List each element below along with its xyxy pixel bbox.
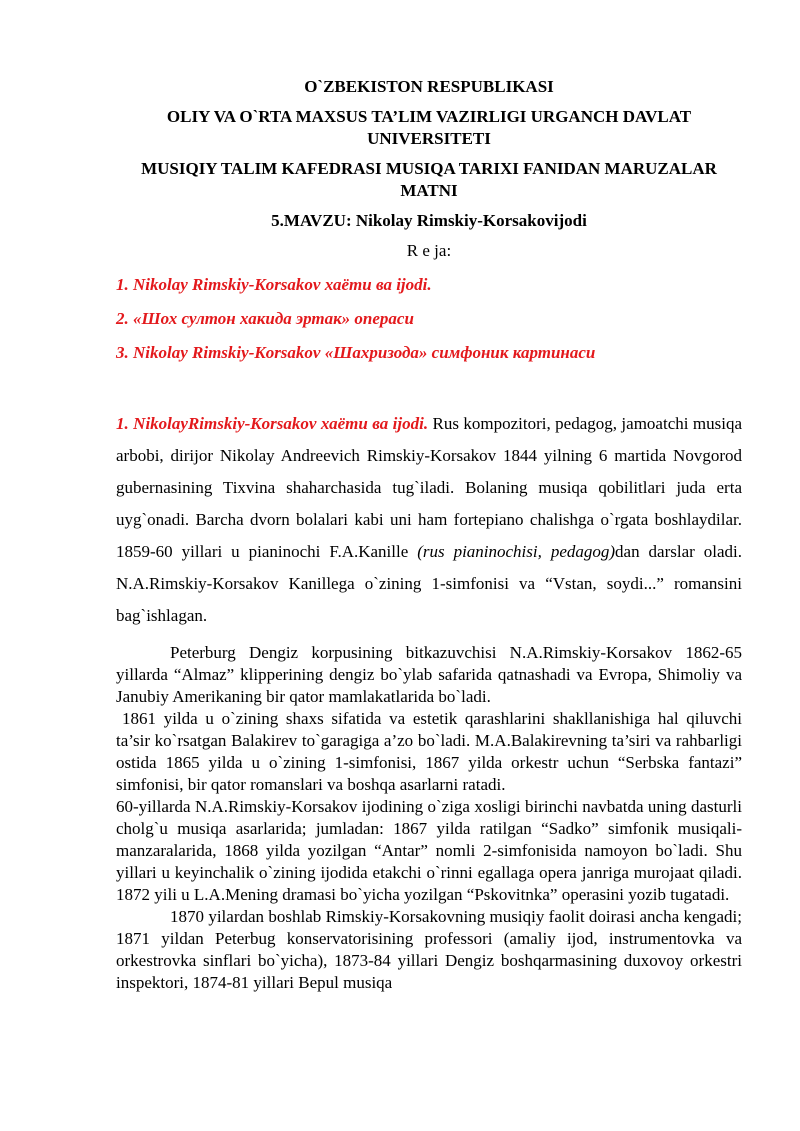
paragraph-sixties: 60-yillarda N.A.Rimskiy-Korsakov ijodining o`ziga xosligi birinchi navbatda uning dasturli cholg`u musiqa asarlarida; jumladan: 1867 yilda ratilgan “Sadko” simfonik musiqali-manzaralarida, 1868 yilda yozilgan “Antar” nomli 2-simfonisida namoyon bo`ladi. Shu yillari u keyinchalik o`zining ijodida etakchi o`rinni egallaga opera janriga murojaat qiladi. 1872 yili u L.A.Mening dramasi bo`yicha yozilgan “Pskovitnka” operasini yozib tugatadi. (116, 797, 742, 904)
plan-item-1: 1. Nikolay Rimskiy-Korsakov хаёти ва ijodi. (116, 275, 432, 294)
topic-title: 5.MAVZU: Nikolay Rimskiy-Korsakovijodi (271, 211, 587, 230)
paragraph-seventies: 1870 yilardan boshlab Rimskiy-Korsakovning musiqiy faolit doirasi ancha kengadi; 1871 yildan Peterbug konservatorisining professori (amaliy ijod, instrumentovka va orkestrovka sinflari bo`yicha), 1873-84 yillari Dengiz boshqarmasining duxovoy orkestri inspektori, 1874-81 yillari Bepul musiqa (116, 907, 742, 992)
header-republic: O`ZBEKISTON RESPUBLIKASI (304, 77, 554, 96)
document-page (116, 72, 742, 994)
plan-item-2: 2. «Шох султон хакида эртак» операси (116, 309, 414, 328)
intro-italic: (rus pianinochisi, pedagog) (417, 542, 616, 561)
intro-paragraph (116, 408, 742, 632)
intro-heading: 1. NikolayRimskiy-Korsakov хаёти ва ijodi. (116, 414, 429, 433)
paragraph-naval: Peterburg Dengiz korpusining bitkazuvchisi N.A.Rimskiy-Korsakov 1862-65 yillarda “Almaz” klipperining dengiz bo`ylab safarida qatnashadi va Evropa, Shimoliy va Janubiy Amerikaning bir qator mamlakatlarida bo`ladi. (116, 643, 742, 706)
header-ministry: OLIY VA O`RTA MAXSUS TA’LIM VAZIRLIGI URGANCH DAVLAT UNIVERSITETI (166, 107, 692, 148)
plan-item-3: 3. Nikolay Rimskiy-Korsakov «Шахризода» симфоник картинаси (116, 343, 596, 362)
plan-title: R e ja: (406, 241, 452, 260)
intro-text-a: Rus kompozitori, pedagog, jamoatchi musiqa arbobi, dirijor Nikolay Andreevich Rimskiy-Korsakov 1844 yilning 6 martida Novgorod gubernasining Tixvina shaharchasida tug`iladi. Bolaning musiqa qobilitlari juda erta uyg`onadi. Barcha dvorn bolalari kabi uni ham fortepiano chalishga o`rgata boshlaydilar. 1859-60 yillari u pianinochi F.A.Kanille (116, 414, 742, 561)
intro-text-b: dan darslar oladi. N.A.Rimskiy-Korsakov Kanillega o`zining 1-simfonisi va “Vstan, soydi...” romansini bag`ishlagan. (116, 542, 742, 625)
header-department: MUSIQIY TALIM KAFEDRASI MUSIQA TARIXI FANIDAN MARUZALAR MATNI (141, 159, 717, 200)
paragraph-balakirev: 1861 yilda u o`zining shaxs sifatida va estetik qarashlarini shakllanishiga hal qiluvchi ta’sir ko`rsatgan Balakirev to`garagiga a’zo bo`ladi. M.A.Balakirevning ta’siri va rahbarligi ostida 1865 yilda u o`zining 1-simfonisi, 1867 yilda orkestr uchun “Serbska fantazi” simfonisi, bir qator romanslari va boshqa asarlarni ratadi. (116, 709, 742, 794)
